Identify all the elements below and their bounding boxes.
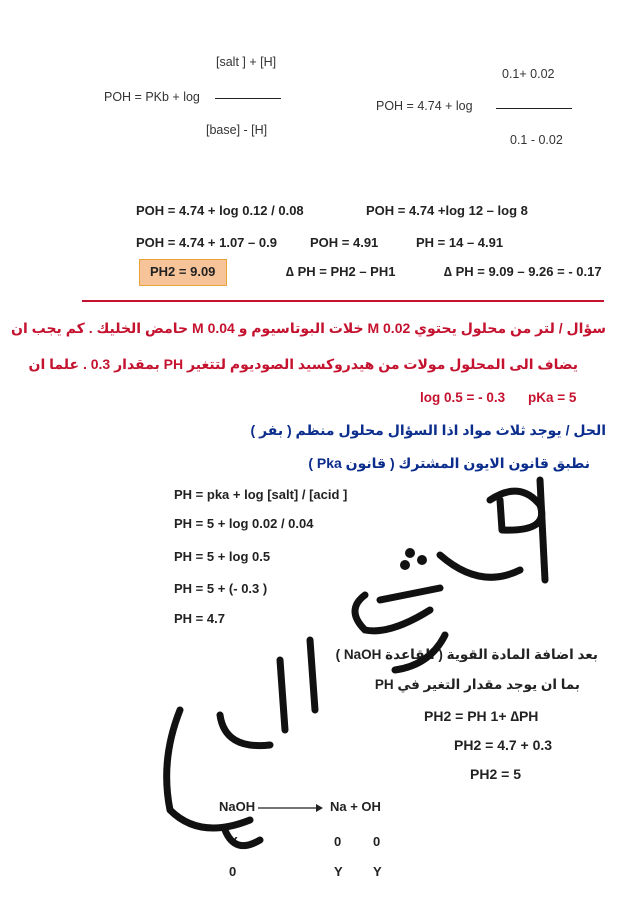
given-pka: pKa = 5 (528, 390, 577, 405)
solution-step5: PH = 4.7 (174, 611, 225, 626)
calc-line3-delta: ∆ PH = PH2 – PH1 (286, 264, 396, 279)
result-line2: PH2 = 4.7 + 0.3 (454, 737, 553, 753)
naoh-note1: بعد اضافة المادة القوية ( القاعدة NaOH ) (335, 647, 598, 662)
calc-line1-b: POH = 4.74 +log 12 – log 8 (366, 203, 528, 218)
solution-step4: PH = 5 + (- 0.3 ) (174, 581, 268, 596)
reaction-row1-oh: 0 (373, 834, 381, 849)
solution-step3: PH = 5 + log 0.5 (174, 549, 271, 564)
formula2-numerator: 0.1+ 0.02 (502, 67, 555, 81)
calc-line3-result: ∆ PH = 9.09 – 9.26 = - 0.17 (444, 264, 602, 279)
formula1-fraction-bar (215, 98, 281, 99)
solution-step2: PH = 5 + log 0.02 / 0.04 (174, 516, 314, 531)
formula1-numerator: [salt ] + [H] (216, 55, 277, 69)
solution-law: نطبق قانون الايون المشترك ( قانون Pka ) (308, 455, 590, 471)
calc-line2-b: POH = 4.91 (310, 235, 379, 250)
reaction-products: Na + OH (330, 799, 381, 814)
result-line3: PH2 = 5 (470, 766, 521, 782)
given-log: log 0.5 = - 0.3 (420, 390, 506, 405)
solution-intro: الحل / يوجد ثلاث مواد اذا السؤال محلول منظم ( بفر ) (250, 422, 606, 438)
calc-line3-ph2: PH2 = 9.09 (150, 264, 216, 279)
formula2-lhs: POH = 4.74 + log (376, 99, 473, 113)
question-line1: سؤال / لتر من محلول يحتوي 0.02 M خلات البوتاسيوم و 0.04 M حامض الخليك . كم يجب ان (11, 320, 606, 336)
signature-watermark (140, 460, 600, 890)
reaction-row1-na: 0 (334, 834, 342, 849)
formula2-denominator: 0.1 - 0.02 (510, 133, 563, 147)
calc-line2-c: PH = 14 – 4.91 (416, 235, 504, 250)
reaction-row2-oh: Y (373, 864, 382, 879)
reaction-row2-na: Y (334, 864, 343, 879)
reaction-row1-naoh: Y (229, 834, 238, 849)
result-line1: PH2 = PH 1+ ∆PH (424, 708, 539, 724)
naoh-note2: بما ان يوجد مقدار التغير في PH (374, 677, 580, 692)
calc-line2-a: POH = 4.74 + 1.07 – 0.9 (136, 235, 277, 250)
formula1-lhs: POH = PKb + log (104, 90, 200, 104)
reaction-row2-naoh: 0 (229, 864, 237, 879)
question-line2: يضاف الى المحلول مولات من هيدروكسيد الصوديوم لتتغير PH بمقدار 0.3 . علما ان (28, 356, 578, 372)
solution-step1: PH = pka + log [salt] / [acid ] (174, 487, 348, 502)
section-divider (82, 300, 604, 302)
formula2-fraction-bar (496, 108, 572, 109)
reaction-reactant: NaOH (219, 799, 256, 814)
calc-line1-a: POH = 4.74 + log 0.12 / 0.08 (136, 203, 304, 218)
formula1-denominator: [base] - [H] (206, 123, 268, 137)
